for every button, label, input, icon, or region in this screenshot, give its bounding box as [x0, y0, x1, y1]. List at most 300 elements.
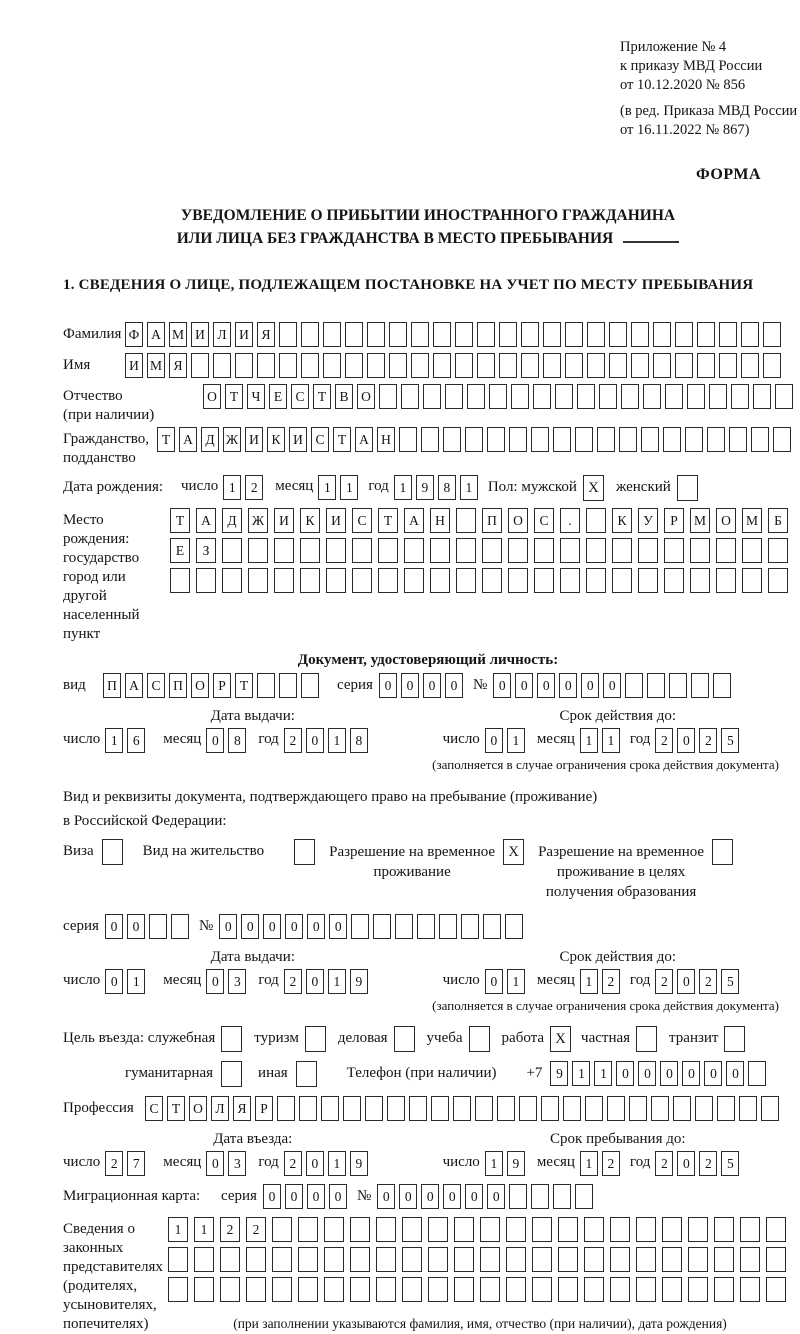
char-cell[interactable]: [323, 353, 341, 378]
char-cell[interactable]: 1: [580, 728, 598, 753]
char-cell[interactable]: [454, 1277, 474, 1302]
char-cell[interactable]: [763, 322, 781, 347]
char-cell[interactable]: [417, 914, 435, 939]
char-cell[interactable]: [456, 538, 476, 563]
char-cell[interactable]: [404, 568, 424, 593]
char-cell[interactable]: [584, 1217, 604, 1242]
char-cell[interactable]: [664, 568, 684, 593]
char-cell[interactable]: 1: [127, 969, 145, 994]
char-cell[interactable]: [541, 1096, 559, 1121]
char-cell[interactable]: [367, 353, 385, 378]
char-cell[interactable]: 0: [603, 673, 621, 698]
sex-female-checkbox[interactable]: [677, 475, 698, 501]
char-cell[interactable]: [456, 508, 476, 533]
char-cell[interactable]: [279, 673, 297, 698]
char-cell[interactable]: Е: [269, 384, 287, 409]
char-cell[interactable]: Л: [213, 322, 231, 347]
char-cell[interactable]: [638, 538, 658, 563]
purpose-other-checkbox[interactable]: [296, 1061, 317, 1087]
char-cell[interactable]: [298, 1277, 318, 1302]
char-cell[interactable]: [323, 322, 341, 347]
char-cell[interactable]: [171, 914, 189, 939]
char-cell[interactable]: [482, 568, 502, 593]
char-cell[interactable]: 0: [105, 969, 123, 994]
char-cell[interactable]: Н: [430, 508, 450, 533]
char-cell[interactable]: [713, 673, 731, 698]
char-cell[interactable]: [428, 1277, 448, 1302]
char-cell[interactable]: 0: [485, 969, 503, 994]
char-cell[interactable]: Т: [378, 508, 398, 533]
char-cell[interactable]: Ж: [223, 427, 241, 452]
char-cell[interactable]: [378, 568, 398, 593]
char-cell[interactable]: [194, 1277, 214, 1302]
char-cell[interactable]: А: [125, 673, 143, 698]
char-cell[interactable]: [376, 1247, 396, 1272]
char-cell[interactable]: [612, 538, 632, 563]
char-cell[interactable]: [714, 1277, 734, 1302]
char-cell[interactable]: [638, 568, 658, 593]
char-cell[interactable]: С: [145, 1096, 163, 1121]
char-cell[interactable]: [509, 1184, 527, 1209]
char-cell[interactable]: [168, 1277, 188, 1302]
char-cell[interactable]: 5: [721, 728, 739, 753]
char-cell[interactable]: [688, 1217, 708, 1242]
char-cell[interactable]: [352, 538, 372, 563]
char-cell[interactable]: [402, 1247, 422, 1272]
char-cell[interactable]: [688, 1247, 708, 1272]
char-cell[interactable]: Т: [225, 384, 243, 409]
char-cell[interactable]: Т: [313, 384, 331, 409]
char-cell[interactable]: 0: [307, 1184, 325, 1209]
char-cell[interactable]: [585, 1096, 603, 1121]
char-cell[interactable]: 1: [507, 969, 525, 994]
char-cell[interactable]: [350, 1247, 370, 1272]
char-cell[interactable]: [553, 427, 571, 452]
char-cell[interactable]: О: [508, 508, 528, 533]
char-cell[interactable]: Т: [167, 1096, 185, 1121]
char-cell[interactable]: [298, 1247, 318, 1272]
char-cell[interactable]: О: [357, 384, 375, 409]
char-cell[interactable]: [428, 1217, 448, 1242]
char-cell[interactable]: 5: [721, 969, 739, 994]
char-cell[interactable]: 9: [416, 475, 434, 500]
char-cell[interactable]: 0: [399, 1184, 417, 1209]
char-cell[interactable]: 0: [219, 914, 237, 939]
char-cell[interactable]: [742, 538, 762, 563]
char-cell[interactable]: П: [482, 508, 502, 533]
char-cell[interactable]: 2: [105, 1151, 123, 1176]
char-cell[interactable]: [597, 427, 615, 452]
char-cell[interactable]: 0: [306, 969, 324, 994]
char-cell[interactable]: [740, 1247, 760, 1272]
char-cell[interactable]: [553, 1184, 571, 1209]
char-cell[interactable]: [506, 1247, 526, 1272]
purpose-official-checkbox[interactable]: [221, 1026, 242, 1052]
char-cell[interactable]: [521, 322, 539, 347]
char-cell[interactable]: 6: [127, 728, 145, 753]
char-cell[interactable]: [675, 322, 693, 347]
char-cell[interactable]: Я: [233, 1096, 251, 1121]
char-cell[interactable]: [685, 427, 703, 452]
char-cell[interactable]: [399, 427, 417, 452]
char-cell[interactable]: [455, 322, 473, 347]
char-cell[interactable]: 2: [699, 1151, 717, 1176]
char-cell[interactable]: [763, 353, 781, 378]
char-cell[interactable]: 1: [328, 1151, 346, 1176]
char-cell[interactable]: О: [189, 1096, 207, 1121]
char-cell[interactable]: [731, 384, 749, 409]
char-cell[interactable]: 0: [379, 673, 397, 698]
char-cell[interactable]: [748, 1061, 766, 1086]
char-cell[interactable]: Т: [170, 508, 190, 533]
char-cell[interactable]: У: [638, 508, 658, 533]
char-cell[interactable]: [299, 1096, 317, 1121]
char-cell[interactable]: [586, 568, 606, 593]
char-cell[interactable]: 0: [677, 728, 695, 753]
char-cell[interactable]: [599, 384, 617, 409]
char-cell[interactable]: 1: [602, 728, 620, 753]
char-cell[interactable]: [326, 538, 346, 563]
char-cell[interactable]: [690, 568, 710, 593]
char-cell[interactable]: [577, 384, 595, 409]
char-cell[interactable]: Б: [768, 508, 788, 533]
visa-checkbox[interactable]: [102, 839, 123, 865]
char-cell[interactable]: 0: [206, 969, 224, 994]
char-cell[interactable]: [653, 322, 671, 347]
char-cell[interactable]: 1: [194, 1217, 214, 1242]
char-cell[interactable]: [688, 1277, 708, 1302]
char-cell[interactable]: [401, 384, 419, 409]
char-cell[interactable]: [719, 353, 737, 378]
char-cell[interactable]: [740, 1277, 760, 1302]
char-cell[interactable]: [461, 914, 479, 939]
char-cell[interactable]: [395, 914, 413, 939]
char-cell[interactable]: [272, 1277, 292, 1302]
char-cell[interactable]: С: [534, 508, 554, 533]
char-cell[interactable]: [433, 353, 451, 378]
char-cell[interactable]: К: [267, 427, 285, 452]
char-cell[interactable]: [456, 568, 476, 593]
char-cell[interactable]: [558, 1217, 578, 1242]
char-cell[interactable]: 1: [223, 475, 241, 500]
char-cell[interactable]: [607, 1096, 625, 1121]
char-cell[interactable]: [741, 353, 759, 378]
char-cell[interactable]: 8: [228, 728, 246, 753]
char-cell[interactable]: 0: [443, 1184, 461, 1209]
char-cell[interactable]: [277, 1096, 295, 1121]
char-cell[interactable]: [168, 1247, 188, 1272]
char-cell[interactable]: [643, 384, 661, 409]
char-cell[interactable]: 1: [594, 1061, 612, 1086]
char-cell[interactable]: [367, 322, 385, 347]
char-cell[interactable]: [248, 568, 268, 593]
char-cell[interactable]: [584, 1247, 604, 1272]
char-cell[interactable]: 0: [638, 1061, 656, 1086]
char-cell[interactable]: М: [169, 322, 187, 347]
char-cell[interactable]: [662, 1217, 682, 1242]
char-cell[interactable]: К: [612, 508, 632, 533]
char-cell[interactable]: [584, 1277, 604, 1302]
char-cell[interactable]: [499, 353, 517, 378]
char-cell[interactable]: 9: [350, 969, 368, 994]
char-cell[interactable]: [467, 384, 485, 409]
char-cell[interactable]: А: [196, 508, 216, 533]
char-cell[interactable]: [428, 1247, 448, 1272]
char-cell[interactable]: [409, 1096, 427, 1121]
char-cell[interactable]: Л: [211, 1096, 229, 1121]
char-cell[interactable]: [560, 538, 580, 563]
char-cell[interactable]: Ж: [248, 508, 268, 533]
char-cell[interactable]: 0: [329, 1184, 347, 1209]
char-cell[interactable]: 0: [682, 1061, 700, 1086]
char-cell[interactable]: [768, 538, 788, 563]
char-cell[interactable]: [430, 568, 450, 593]
char-cell[interactable]: [610, 1277, 630, 1302]
purpose-private-checkbox[interactable]: [636, 1026, 657, 1052]
char-cell[interactable]: [669, 673, 687, 698]
char-cell[interactable]: В: [335, 384, 353, 409]
char-cell[interactable]: 0: [206, 728, 224, 753]
char-cell[interactable]: [257, 353, 275, 378]
char-cell[interactable]: [345, 353, 363, 378]
char-cell[interactable]: [411, 322, 429, 347]
char-cell[interactable]: [475, 1096, 493, 1121]
purpose-study-checkbox[interactable]: [469, 1026, 490, 1052]
char-cell[interactable]: [443, 427, 461, 452]
char-cell[interactable]: [404, 538, 424, 563]
char-cell[interactable]: 0: [329, 914, 347, 939]
char-cell[interactable]: [508, 568, 528, 593]
char-cell[interactable]: 2: [655, 1151, 673, 1176]
char-cell[interactable]: [741, 322, 759, 347]
char-cell[interactable]: [499, 322, 517, 347]
char-cell[interactable]: 0: [285, 1184, 303, 1209]
char-cell[interactable]: Д: [222, 508, 242, 533]
char-cell[interactable]: [430, 538, 450, 563]
char-cell[interactable]: [324, 1217, 344, 1242]
char-cell[interactable]: [534, 538, 554, 563]
char-cell[interactable]: 0: [306, 1151, 324, 1176]
char-cell[interactable]: [742, 568, 762, 593]
char-cell[interactable]: [558, 1247, 578, 1272]
char-cell[interactable]: [709, 384, 727, 409]
char-cell[interactable]: [213, 353, 231, 378]
char-cell[interactable]: А: [147, 322, 165, 347]
sex-male-checkbox[interactable]: X: [583, 475, 604, 501]
char-cell[interactable]: О: [191, 673, 209, 698]
char-cell[interactable]: [343, 1096, 361, 1121]
char-cell[interactable]: 5: [721, 1151, 739, 1176]
char-cell[interactable]: С: [352, 508, 372, 533]
char-cell[interactable]: 0: [704, 1061, 722, 1086]
char-cell[interactable]: [575, 1184, 593, 1209]
char-cell[interactable]: [532, 1247, 552, 1272]
char-cell[interactable]: 9: [350, 1151, 368, 1176]
char-cell[interactable]: М: [690, 508, 710, 533]
char-cell[interactable]: [248, 538, 268, 563]
char-cell[interactable]: И: [125, 353, 143, 378]
char-cell[interactable]: 0: [537, 673, 555, 698]
char-cell[interactable]: [191, 353, 209, 378]
char-cell[interactable]: [609, 322, 627, 347]
char-cell[interactable]: [321, 1096, 339, 1121]
char-cell[interactable]: 1: [485, 1151, 503, 1176]
char-cell[interactable]: 1: [580, 1151, 598, 1176]
char-cell[interactable]: И: [191, 322, 209, 347]
char-cell[interactable]: 0: [493, 673, 511, 698]
char-cell[interactable]: [534, 568, 554, 593]
char-cell[interactable]: [533, 384, 551, 409]
char-cell[interactable]: [170, 568, 190, 593]
char-cell[interactable]: [301, 673, 319, 698]
char-cell[interactable]: [505, 914, 523, 939]
char-cell[interactable]: 0: [485, 728, 503, 753]
char-cell[interactable]: [298, 1217, 318, 1242]
char-cell[interactable]: 1: [318, 475, 336, 500]
char-cell[interactable]: [519, 1096, 537, 1121]
char-cell[interactable]: [555, 384, 573, 409]
char-cell[interactable]: 0: [285, 914, 303, 939]
char-cell[interactable]: 0: [616, 1061, 634, 1086]
char-cell[interactable]: [421, 427, 439, 452]
char-cell[interactable]: 0: [306, 728, 324, 753]
char-cell[interactable]: 0: [726, 1061, 744, 1086]
char-cell[interactable]: 1: [460, 475, 478, 500]
char-cell[interactable]: 2: [246, 1217, 266, 1242]
char-cell[interactable]: [480, 1247, 500, 1272]
char-cell[interactable]: [565, 353, 583, 378]
char-cell[interactable]: Т: [157, 427, 175, 452]
char-cell[interactable]: [480, 1277, 500, 1302]
char-cell[interactable]: [482, 538, 502, 563]
char-cell[interactable]: 8: [350, 728, 368, 753]
char-cell[interactable]: [350, 1277, 370, 1302]
char-cell[interactable]: [433, 322, 451, 347]
purpose-tourism-checkbox[interactable]: [305, 1026, 326, 1052]
char-cell[interactable]: 0: [423, 673, 441, 698]
char-cell[interactable]: [389, 353, 407, 378]
char-cell[interactable]: [300, 568, 320, 593]
char-cell[interactable]: [480, 1217, 500, 1242]
char-cell[interactable]: [220, 1247, 240, 1272]
char-cell[interactable]: Д: [201, 427, 219, 452]
char-cell[interactable]: 1: [105, 728, 123, 753]
char-cell[interactable]: З: [196, 538, 216, 563]
char-cell[interactable]: Р: [213, 673, 231, 698]
char-cell[interactable]: [279, 353, 297, 378]
char-cell[interactable]: 0: [241, 914, 259, 939]
char-cell[interactable]: [586, 538, 606, 563]
char-cell[interactable]: [497, 1096, 515, 1121]
char-cell[interactable]: [663, 427, 681, 452]
char-cell[interactable]: 0: [421, 1184, 439, 1209]
char-cell[interactable]: [389, 322, 407, 347]
char-cell[interactable]: [621, 384, 639, 409]
char-cell[interactable]: 1: [328, 728, 346, 753]
char-cell[interactable]: [196, 568, 216, 593]
char-cell[interactable]: [560, 568, 580, 593]
char-cell[interactable]: А: [404, 508, 424, 533]
char-cell[interactable]: [531, 1184, 549, 1209]
char-cell[interactable]: 2: [602, 1151, 620, 1176]
char-cell[interactable]: 1: [507, 728, 525, 753]
char-cell[interactable]: [610, 1217, 630, 1242]
char-cell[interactable]: [716, 538, 736, 563]
char-cell[interactable]: [465, 427, 483, 452]
char-cell[interactable]: 2: [699, 969, 717, 994]
char-cell[interactable]: [766, 1277, 786, 1302]
char-cell[interactable]: [509, 427, 527, 452]
purpose-humanitarian-checkbox[interactable]: [221, 1061, 242, 1087]
char-cell[interactable]: [423, 384, 441, 409]
char-cell[interactable]: [662, 1277, 682, 1302]
char-cell[interactable]: 0: [263, 1184, 281, 1209]
char-cell[interactable]: 2: [699, 728, 717, 753]
char-cell[interactable]: 2: [284, 1151, 302, 1176]
char-cell[interactable]: [609, 353, 627, 378]
char-cell[interactable]: 0: [377, 1184, 395, 1209]
char-cell[interactable]: [675, 353, 693, 378]
temp-residence-edu-checkbox[interactable]: [712, 839, 733, 865]
char-cell[interactable]: [246, 1247, 266, 1272]
char-cell[interactable]: [766, 1217, 786, 1242]
char-cell[interactable]: А: [179, 427, 197, 452]
char-cell[interactable]: [222, 538, 242, 563]
char-cell[interactable]: [376, 1277, 396, 1302]
char-cell[interactable]: [665, 384, 683, 409]
char-cell[interactable]: [431, 1096, 449, 1121]
char-cell[interactable]: [235, 353, 253, 378]
char-cell[interactable]: [695, 1096, 713, 1121]
char-cell[interactable]: И: [274, 508, 294, 533]
char-cell[interactable]: [586, 508, 606, 533]
char-cell[interactable]: [636, 1277, 656, 1302]
char-cell[interactable]: Ч: [247, 384, 265, 409]
char-cell[interactable]: [194, 1247, 214, 1272]
char-cell[interactable]: М: [147, 353, 165, 378]
char-cell[interactable]: 2: [284, 969, 302, 994]
char-cell[interactable]: 0: [487, 1184, 505, 1209]
char-cell[interactable]: [753, 384, 771, 409]
char-cell[interactable]: [477, 353, 495, 378]
char-cell[interactable]: [387, 1096, 405, 1121]
char-cell[interactable]: [687, 384, 705, 409]
char-cell[interactable]: 0: [515, 673, 533, 698]
char-cell[interactable]: [532, 1217, 552, 1242]
char-cell[interactable]: 1: [572, 1061, 590, 1086]
char-cell[interactable]: [439, 914, 457, 939]
char-cell[interactable]: [636, 1217, 656, 1242]
char-cell[interactable]: Е: [170, 538, 190, 563]
char-cell[interactable]: [445, 384, 463, 409]
char-cell[interactable]: [768, 568, 788, 593]
char-cell[interactable]: Я: [169, 353, 187, 378]
char-cell[interactable]: [625, 673, 643, 698]
char-cell[interactable]: [587, 322, 605, 347]
char-cell[interactable]: [379, 384, 397, 409]
char-cell[interactable]: [653, 353, 671, 378]
char-cell[interactable]: [775, 384, 793, 409]
char-cell[interactable]: [631, 322, 649, 347]
char-cell[interactable]: [326, 568, 346, 593]
char-cell[interactable]: [575, 427, 593, 452]
char-cell[interactable]: [521, 353, 539, 378]
char-cell[interactable]: [274, 538, 294, 563]
char-cell[interactable]: И: [235, 322, 253, 347]
char-cell[interactable]: [543, 322, 561, 347]
char-cell[interactable]: [373, 914, 391, 939]
char-cell[interactable]: С: [291, 384, 309, 409]
